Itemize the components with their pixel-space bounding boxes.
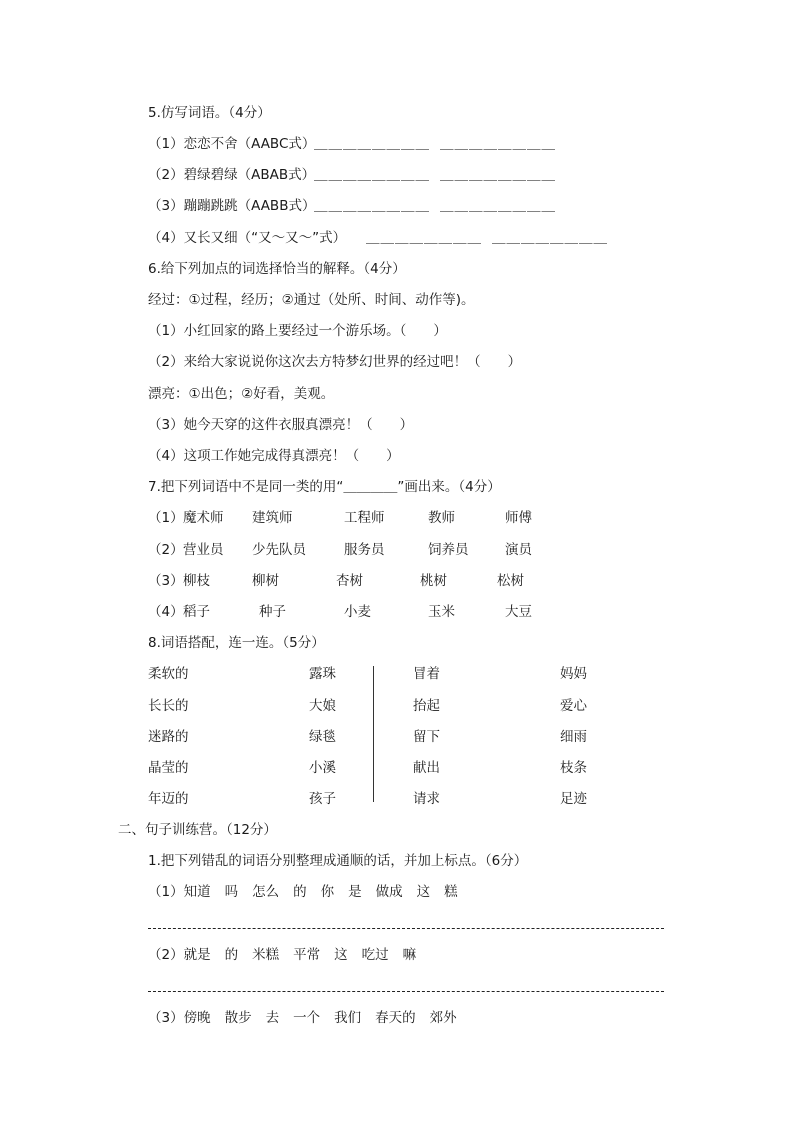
q8-title: 8.词语搭配，连一连。（5分） xyxy=(148,635,325,651)
s2-item-2-answer-line[interactable] xyxy=(148,991,664,992)
s2-item-1-token: 糕 xyxy=(444,884,458,900)
q8-col2-word-2[interactable]: 大娘 xyxy=(309,698,336,714)
column-divider xyxy=(373,666,374,802)
s2-item-2-token: 米糕 xyxy=(252,947,280,963)
q8-col3-word-2[interactable]: 抬起 xyxy=(413,698,440,714)
s2-item-2-token: 的 xyxy=(224,947,239,963)
q7-row-4-word-4[interactable]: 玉米 xyxy=(428,604,455,620)
q5-item-4-label: （4）又长又细（“又～又～”式） xyxy=(148,230,347,246)
s2-item-1-token: 吗 xyxy=(224,884,239,900)
s2-item-1-token: 这 xyxy=(416,884,431,900)
q6-sentence-4[interactable]: （4）这项工作她完成得真漂亮！（ ） xyxy=(148,448,400,464)
q7-row-3-word-1[interactable]: 柳枝 xyxy=(183,573,210,589)
q8-col3-word-4[interactable]: 献出 xyxy=(413,760,440,776)
s2-item-2-label: （2） xyxy=(148,947,184,963)
q7-row-1-word-2[interactable]: 建筑师 xyxy=(252,510,293,526)
q8-col4-word-2[interactable]: 爱心 xyxy=(560,698,587,714)
s2-item-2-token: 就是 xyxy=(183,947,211,963)
s2-item-2 xyxy=(148,945,430,965)
q5-item-4-blank-1[interactable]: ＿＿＿＿＿＿＿＿ xyxy=(366,230,482,246)
s2-item-2-token: 嘛 xyxy=(402,947,417,963)
q8-col4-word-3[interactable]: 细雨 xyxy=(560,729,587,745)
s2-item-1-token: 怎么 xyxy=(252,884,280,900)
q8-col3-word-1[interactable]: 冒着 xyxy=(413,666,440,682)
q6-title: 6.给下列加点的词选择恰当的解释。（4分） xyxy=(148,261,406,277)
q8-col1-word-3[interactable]: 迷路的 xyxy=(148,729,189,745)
q6-sentence-2[interactable]: （2）来给大家说说你这次去方特梦幻世界的经过吧！（ ） xyxy=(148,354,522,370)
s2-item-1-token: 做成 xyxy=(375,884,403,900)
q7-title: 7.把下列词语中不是同一类的用“＿＿＿＿”画出来。（4分） xyxy=(148,479,501,495)
q5-item-3-label: （3）蹦蹦跳跳（AABB式） xyxy=(148,198,316,214)
q8-col2-word-4[interactable]: 小溪 xyxy=(309,760,336,776)
s2-item-3-token: 我们 xyxy=(334,1010,362,1026)
s2-item-1-label: （1） xyxy=(148,884,184,900)
q7-row-3-word-3[interactable]: 杏树 xyxy=(336,573,363,589)
s2-item-1-token: 是 xyxy=(348,884,362,900)
q7-row-4-word-3[interactable]: 小麦 xyxy=(344,604,371,620)
q5-title: 5.仿写词语。（4分） xyxy=(148,105,271,121)
q8-col1-word-2[interactable]: 长长的 xyxy=(148,698,189,714)
s2-item-3 xyxy=(148,1008,471,1028)
s2-item-3-label: （3） xyxy=(148,1010,184,1026)
q5-item-3-blank-1[interactable]: ＿＿＿＿＿＿＿＿ xyxy=(314,198,430,214)
s2-item-3-token: 一个 xyxy=(293,1010,321,1026)
q7-row-2-word-1[interactable]: 营业员 xyxy=(183,542,224,558)
s2-item-1-answer-line[interactable] xyxy=(148,928,664,929)
q8-col4-word-4[interactable]: 枝条 xyxy=(560,760,587,776)
q6-sentence-1[interactable]: （1）小红回家的路上要经过一个游乐场。（ ） xyxy=(148,323,447,339)
s2-item-1 xyxy=(148,882,472,902)
q5-item-4-blank-2[interactable]: ＿＿＿＿＿＿＿＿ xyxy=(492,230,608,246)
s2-item-1-token: 你 xyxy=(320,884,335,900)
q6-definition-piaoliang: 漂亮：①出色；②好看，美观。 xyxy=(148,386,335,402)
q8-col3-word-5[interactable]: 请求 xyxy=(413,791,440,807)
q7-row-2-label: （2） xyxy=(148,542,184,558)
q7-row-1-word-1[interactable]: 魔术师 xyxy=(183,510,224,526)
q7-row-1-word-3[interactable]: 工程师 xyxy=(344,510,385,526)
q8-col2-word-5[interactable]: 孩子 xyxy=(309,791,336,807)
s2-item-2-token: 平常 xyxy=(293,947,321,963)
q7-row-3-word-2[interactable]: 柳树 xyxy=(252,573,279,589)
q7-row-4-word-2[interactable]: 种子 xyxy=(259,604,286,620)
s2-item-2-token: 吃过 xyxy=(361,947,389,963)
q7-row-3-label: （3） xyxy=(148,573,184,589)
section2-title: 二、句子训练营。（12分） xyxy=(118,822,277,838)
q7-row-2-word-5[interactable]: 演员 xyxy=(505,542,532,558)
q7-row-1-word-5[interactable]: 师傅 xyxy=(505,510,532,526)
q8-col3-word-3[interactable]: 留下 xyxy=(413,729,440,745)
q7-row-4-word-5[interactable]: 大豆 xyxy=(505,604,532,620)
q8-col1-word-4[interactable]: 晶莹的 xyxy=(148,760,189,776)
s2-item-1-token: 的 xyxy=(293,884,307,900)
q5-item-2-blank-2[interactable]: ＿＿＿＿＿＿＿＿ xyxy=(440,167,556,183)
q8-col2-word-3[interactable]: 绿毯 xyxy=(309,729,336,745)
q6-definition-jingguo: 经过：①过程，经历；②通过（处所、时间、动作等)。 xyxy=(148,292,475,308)
q5-item-3-blank-2[interactable]: ＿＿＿＿＿＿＿＿ xyxy=(440,198,556,214)
q7-row-3-word-4[interactable]: 桃树 xyxy=(420,573,447,589)
q5-item-2-label: （2）碧绿碧绿（ABAB式） xyxy=(148,167,316,183)
s2-item-3-token: 散步 xyxy=(224,1010,252,1026)
q8-col2-word-1[interactable]: 露珠 xyxy=(309,666,336,682)
q7-row-2-word-2[interactable]: 少先队员 xyxy=(252,542,306,558)
q7-row-2-word-3[interactable]: 服务员 xyxy=(344,542,385,558)
q8-col1-word-1[interactable]: 柔软的 xyxy=(148,666,189,682)
s2-item-2-token: 这 xyxy=(334,947,348,963)
s2-item-3-token: 春天的 xyxy=(375,1010,416,1026)
q7-row-4-word-1[interactable]: 稻子 xyxy=(183,604,210,620)
s2-q1-title: 1.把下列错乱的词语分别整理成通顺的话，并加上标点。（6分） xyxy=(148,853,528,869)
q7-row-1-label: （1） xyxy=(148,510,184,526)
q5-item-1-blank-2[interactable]: ＿＿＿＿＿＿＿＿ xyxy=(440,136,556,152)
s2-item-3-token: 郊外 xyxy=(429,1010,457,1026)
q6-sentence-3[interactable]: （3）她今天穿的这件衣服真漂亮！（ ） xyxy=(148,417,414,433)
q7-row-4-label: （4） xyxy=(148,604,184,620)
q5-item-1-blank-1[interactable]: ＿＿＿＿＿＿＿＿ xyxy=(314,136,430,152)
q5-item-2-blank-1[interactable]: ＿＿＿＿＿＿＿＿ xyxy=(314,167,430,183)
s2-item-3-token: 去 xyxy=(265,1010,280,1026)
q7-row-2-word-4[interactable]: 饲养员 xyxy=(428,542,469,558)
q8-col1-word-5[interactable]: 年迈的 xyxy=(148,791,189,807)
q5-item-1-label: （1）恋恋不舍（AABC式） xyxy=(148,136,316,152)
q7-row-1-word-4[interactable]: 教师 xyxy=(428,510,455,526)
s2-item-3-token: 傍晚 xyxy=(183,1010,211,1026)
q8-col4-word-5[interactable]: 足迹 xyxy=(560,791,587,807)
s2-item-1-token: 知道 xyxy=(183,884,211,900)
q8-col4-word-1[interactable]: 妈妈 xyxy=(560,666,587,682)
q7-row-3-word-5[interactable]: 松树 xyxy=(497,573,524,589)
